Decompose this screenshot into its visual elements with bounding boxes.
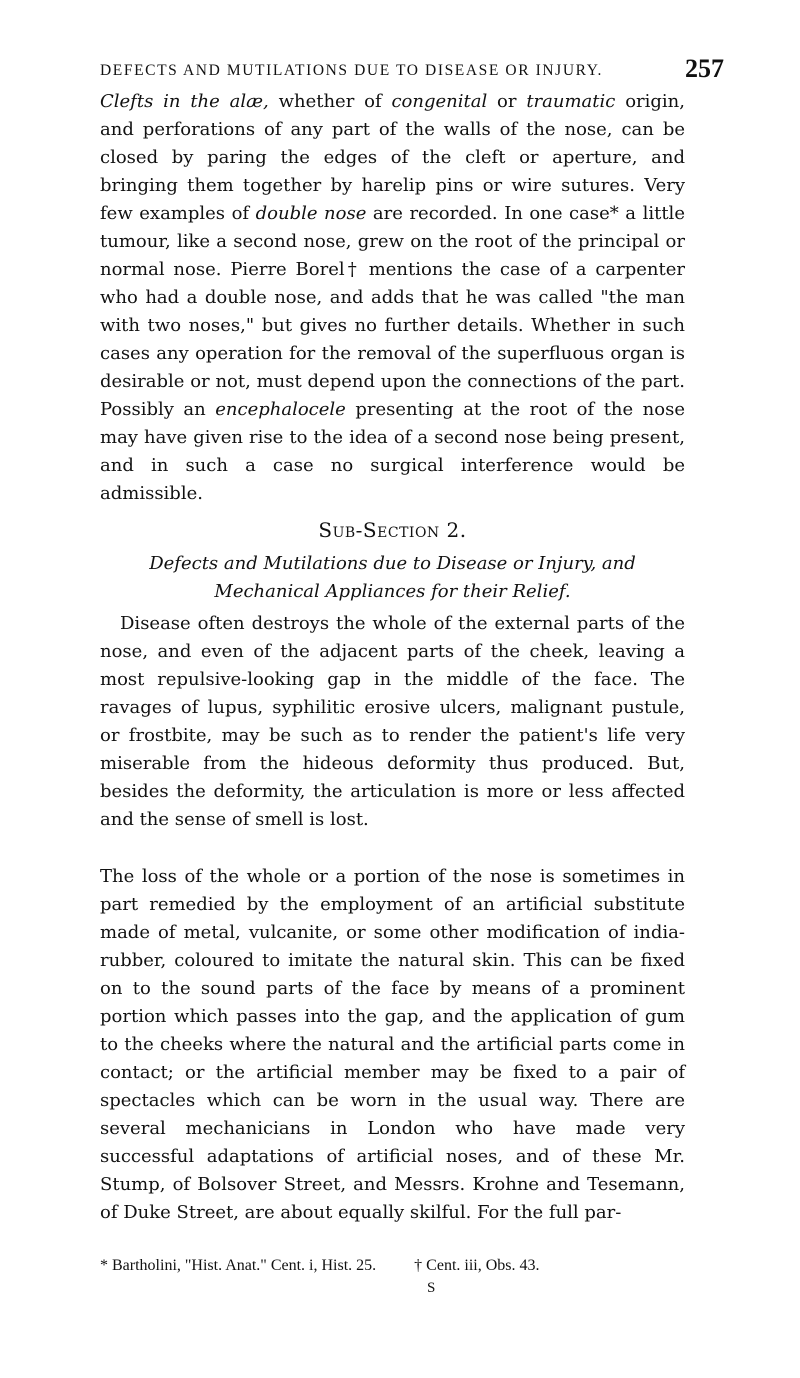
page-number: 257: [685, 54, 724, 83]
subsection-label-text: Sub-Section 2.: [318, 518, 467, 542]
italic-term: traumatic: [526, 91, 616, 112]
footnote-bartholini: * Bartholini, "Hist. Anat." Cent. i, Hist. 25.: [100, 1257, 377, 1274]
paragraph-artificial-nose: The loss of the whole or a portion of the nose is sometimes in part remedied by the employment of an artificial substitute made of metal, vulcanite, or some other modification of india-rubber, coloured to imitate the natural skin. This can be fixed on to the sound parts of the face by means of a prominent portion which passes into the gap, and the application of gum to the cheeks where the natural and the artificial parts come in contact; or the artificial member may be fixed to a pair of spectacles which can be worn in the usual way. There are several mechanicians in London who have made very successful adaptations of artificial noses, and of these Mr. Stump, of Bolsover Street, and Messrs. Krohne and Tesemann, of Duke Street, are about equally skilful. For the full par-: [100, 866, 685, 1223]
subsection-label: [100, 518, 685, 542]
paragraph-disease: Disease often destroys the whole of the external parts of the nose, and even of the adjacent parts of the cheek, leaving a most repulsive-looking gap in the middle of the face. The ravages of lupus, syphilitic erosive ulcers, malignant pustule, or frostbite, may be such as to render the patient's life very miserable from the hideous deformity thus produced. But, besides the deformity, the articulation is more or less affected and the sense of smell is lost.: [100, 613, 685, 830]
text-run: origin, and perforations of any part of the walls of the nose, can be closed by paring the edges of the cleft or aperture, and bringing them together by harelip pins or wire sutures. Very few examples of: [100, 91, 685, 224]
footnotes: [100, 1257, 685, 1275]
text-run: presenting at the root of the nose may have given rise to the idea of a second nose being present, and in such a case no surgical interference would be admissible.: [100, 399, 686, 504]
italic-term: congenital: [391, 91, 488, 112]
lead-italic-phrase: Clefts in the alæ,: [100, 91, 269, 112]
running-head: DEFECTS AND MUTILATIONS DUE TO DISEASE OR INJURY.: [100, 62, 603, 79]
text-run: whether of: [268, 91, 392, 112]
footnote-cent-iii: † Cent. iii, Obs. 43.: [414, 1257, 540, 1274]
paragraph-clefts: [100, 88, 685, 508]
text-run: are recorded. In one case* a little tumour, like a second nose, grew on the root of the principal or normal nose. Pierre Borel† mentions the case of a carpenter who had a double nose, and adds that he was called "the man with two noses," but gives no further details. Whether in such cases any operation for the removal of the superfluous organ is desirable or not, must depend upon the connections of the part. Possibly an: [100, 203, 685, 420]
subsection-title: Defects and Mutilations due to Disease or Injury, and Mechanical Appliances for their Relief.: [149, 553, 636, 602]
text-run: or: [487, 91, 527, 112]
italic-term: double nose: [255, 203, 367, 224]
italic-term: encephalocele: [215, 399, 346, 420]
signature-mark: S: [427, 1280, 436, 1296]
